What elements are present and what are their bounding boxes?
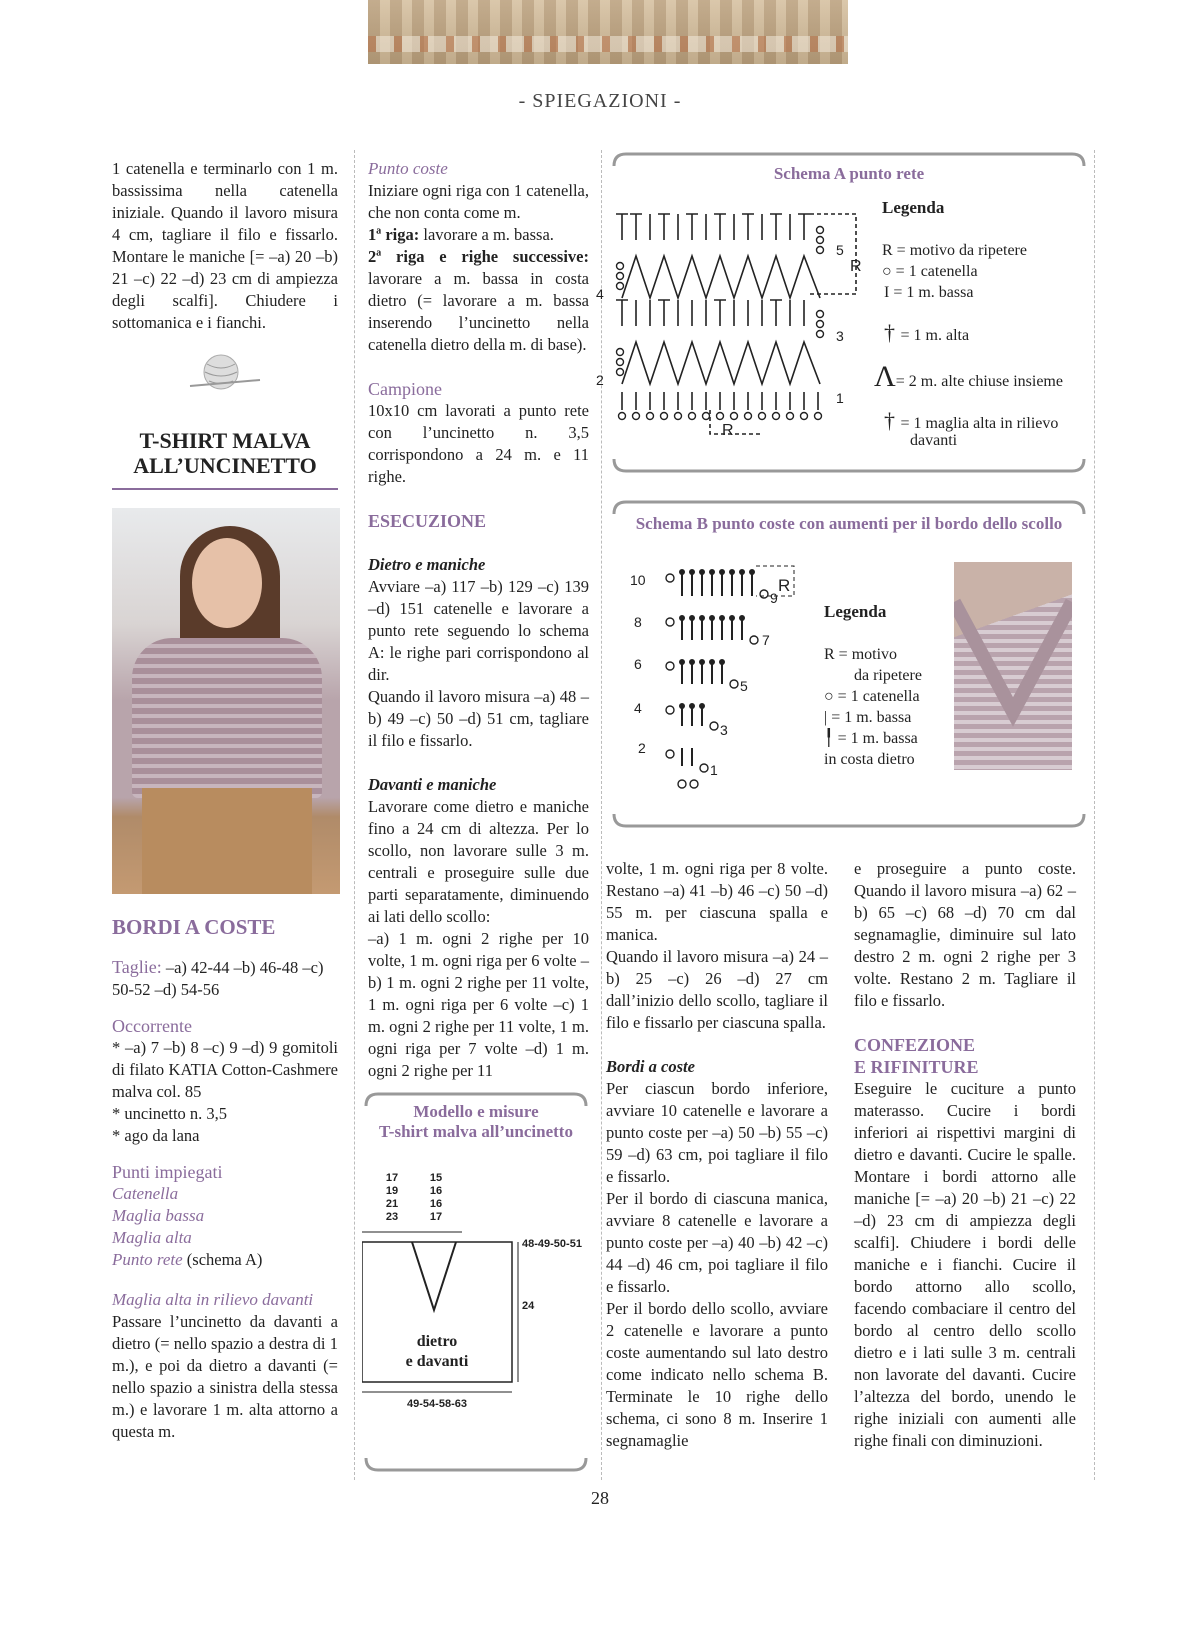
- yarn-ball-icon: [112, 350, 338, 400]
- rilievo-text: Passare l’uncinetto da davanti a dietro (= nello spazio a destra di 1 m.), e poi da dietro a davanti (= nello spazio a sinistra della stessa m.) e lavorare 1 m. alta attorno a questa m.: [112, 1312, 338, 1441]
- row-number: 3: [836, 328, 844, 344]
- measure-right: 15 16 16 17: [429, 1172, 443, 1223]
- schema-a-title: Schema A punto rete: [773, 164, 925, 183]
- front-post-icon: †: [884, 408, 901, 433]
- repeat-marker: R: [850, 258, 862, 275]
- row-number: 8: [634, 614, 642, 630]
- measure-height: 48-49-50-51: [522, 1238, 582, 1250]
- schema-b-chart: [630, 560, 830, 820]
- rilievo-heading: Maglia alta in rilievo davanti: [112, 1290, 314, 1309]
- row-number: 5: [836, 242, 844, 258]
- garment-diagram: [362, 1088, 590, 1474]
- occorrente-item: * –a) 7 –b) 8 –c) 9 –d) 9 gomitoli di filato KATIA Cotton-Cashmere malva col. 85: [112, 1038, 338, 1101]
- occorrente-heading: Occorrente: [112, 1016, 192, 1036]
- measure-width: 49-54-58-63: [407, 1398, 467, 1410]
- single-crochet-icon: |: [824, 709, 832, 726]
- text-block: volte, 1 m. ogni riga per 8 volte. Restano –a) 41 –b) 46 –c) 50 –d) 55 m. per ciascuna spalla e manica.: [606, 859, 828, 944]
- row-number: 2: [596, 372, 604, 388]
- davanti-text2: –a) 1 m. ogni 2 righe per 10 volte, 1 m. ogni riga per 6 volte –b) 1 m. ogni 2 righe per 11 volte, 1 m. ogni riga per 6 volte –c) 1 m. ogni 2 righe per 11 volte, 1 m. ogni riga per 7 volte –d) 1 m. ogni 2 righe per 11: [368, 929, 589, 1080]
- occorrente-item: * uncinetto n. 3,5: [112, 1104, 228, 1123]
- legend-item: davanti: [910, 432, 958, 449]
- neckline-detail-photo: [954, 562, 1072, 770]
- row-number: 10: [630, 572, 646, 588]
- row-number: 4: [596, 286, 604, 302]
- legend-item: † = 1 maglia alta in rilievo: [884, 408, 1059, 433]
- row-number: 9: [770, 590, 778, 606]
- punti-item: Catenella: [112, 1184, 179, 1203]
- schema-a-chart: [610, 210, 870, 450]
- modello-box: [362, 1088, 590, 1474]
- davanti-text: Lavorare come dietro e maniche fino a 24 cm di altezza. Per lo scollo, non lavorare sulle 3 m. centrali e proseguire sulle due parti separatamente, diminuendo ai lati dello scollo:: [368, 797, 589, 926]
- legend-item: Λ= 2 m. alte chiuse insieme: [874, 360, 1063, 393]
- row-number: 4: [634, 700, 642, 716]
- schema-b-box: [610, 498, 1088, 830]
- repeat-marker: R: [778, 576, 791, 595]
- modello-title: Modello e misure T-shirt malva all’uncinetto: [379, 1102, 573, 1141]
- double-crochet-icon: †: [884, 320, 901, 345]
- schema-a-box: [596, 150, 1088, 475]
- text-block: e proseguire a punto coste. Quando il lavoro misura –a) 62 –b) 65 –c) 68 –d) 70 cm dal segnamaglie, diminuire sul lato destro 2 m. ogni 2 righe per 3 volte. Restano 2 m. Tagliare il filo e fissarlo.: [854, 859, 1076, 1010]
- legend-heading: Legenda: [882, 198, 945, 217]
- column-divider: [1094, 150, 1095, 1480]
- dietro-text: Avviare –a) 117 –b) 129 –c) 139 –d) 151 catenelle e lavorare a punto rete seguendo lo schema A: le righe pari corrispondono al dir.: [368, 577, 589, 684]
- coste-heading: Punto coste: [368, 159, 448, 178]
- legend-item: R = motivo da ripetere: [882, 242, 1027, 259]
- decrease-icon: Λ: [874, 360, 896, 393]
- legend-item: | = 1 m. bassa: [824, 709, 912, 726]
- chain-icon: ○: [882, 263, 896, 280]
- section-header: - SPIEGAZIONI -: [518, 90, 682, 112]
- punti-item: Punto rete (schema A): [112, 1250, 263, 1269]
- text-block: Per ciascun bordo inferiore, avviare 10 catenelle e lavorare a punto coste per –a) 50 –b) 55 –c) 59 –d) 63 cm, poi tagliare il filo e fissarlo.: [606, 1079, 828, 1186]
- column-3: [606, 858, 828, 1452]
- riga2: 2ª riga e righe successive: lavorare a m. bassa in costa dietro (= lavorare a m. bassa inserendo l’uncinetto nella catenella dietro della m. di base).: [368, 247, 589, 354]
- measure-neck: 24: [522, 1300, 535, 1312]
- campione-heading: Campione: [368, 379, 442, 399]
- text-block: Eseguire le cuciture a punto materasso. Cucire i bordi inferiori ai rispettivi margini di dietro e davanti. Cucire le spalle. Montare i bordi attorno alle maniche [= –a) 20 –b) 21 –c) 22 –d) 23 cm di ampiezza degli scalfi]. Chiudere i bordi delle maniche e i fianchi. Cucire il bordo attorno allo scollo, facendo combaciare il centro del bordo al centro dello scollo dietro e i lati sulle 3 m. centrali non lavorate del davanti. Cucire l’altezza del bordo, unendo le righe iniziali con aumenti alle righe finali con diminuzioni.: [854, 1079, 1076, 1450]
- punti-heading: Punti impiegati: [112, 1162, 223, 1182]
- text-block: Per il bordo dello scollo, avviare 2 catenelle e lavorare a punto coste aumentando sul lato destro come indicato nello schema B. Terminate le 10 righe dello schema, ci sono 8 m. Inserire 1 segnamaglie: [606, 1299, 828, 1450]
- punti-item: Maglia bassa: [112, 1206, 205, 1225]
- intro-text: 1 catenella e terminarlo con 1 m. bassissima nella catenella iniziale. Quando il lavoro misura 4 cm, tagliare il filo e fissarlo. Montare le maniche [= –a) 20 –b) 21 –c) 22 –d) 23 cm di ampiezza degli scalfi]. Chiudere i sottomanica e i fianchi.: [112, 159, 338, 332]
- row-number: 3: [720, 722, 728, 738]
- header-banner-photo: [368, 0, 848, 64]
- punti-item: Maglia alta: [112, 1228, 192, 1247]
- coste-text: Iniziare ogni riga con 1 catenella, che non conta come m.: [368, 181, 589, 222]
- esecuzione-heading: ESECUZIONE: [368, 511, 487, 531]
- bordi-coste-heading: Bordi a coste: [606, 1057, 695, 1076]
- riga1: 1ª riga: lavorare a m. bassa.: [368, 225, 554, 244]
- legend-item: ╿ = 1 m. bassa: [824, 730, 918, 747]
- page-number: 28: [591, 1488, 609, 1508]
- row-number: 1: [836, 390, 844, 406]
- legend-item: in costa dietro: [824, 751, 915, 768]
- column-4: [854, 858, 1076, 1452]
- measure-left: 17 19 21 23: [385, 1172, 399, 1223]
- bordi-heading: BORDI A COSTE: [112, 915, 276, 939]
- row-number: 2: [638, 740, 646, 756]
- diagram-label: dietro e davanti: [405, 1333, 469, 1370]
- legend-item: da ripetere: [854, 667, 922, 684]
- davanti-heading: Davanti e maniche: [368, 775, 497, 794]
- schema-b-title: Schema B punto coste con aumenti per il bordo dello scollo: [635, 514, 1063, 533]
- legend-item: I = 1 m. bassa: [884, 284, 974, 301]
- occorrente-item: * ago da lana: [112, 1126, 200, 1145]
- back-loop-icon: ╿: [824, 730, 838, 747]
- row-number: 6: [634, 656, 642, 672]
- campione-text: 10x10 cm lavorati a punto rete con l’uncinetto n. 3,5 corrispondono a 24 m. e 11 righe.: [368, 401, 589, 486]
- model-photo: [112, 508, 340, 894]
- row-number: 5: [740, 678, 748, 694]
- column-divider: [354, 150, 355, 1480]
- column-2: [368, 158, 589, 1082]
- pattern-title: T-SHIRT MALVA ALL’UNCINETTO: [112, 428, 338, 490]
- column-1: [112, 158, 338, 1443]
- chain-icon: ○: [824, 688, 838, 705]
- legend-item: R = motivo: [824, 646, 898, 663]
- legend-item: † = 1 m. alta: [884, 320, 970, 345]
- dietro-heading: Dietro e maniche: [368, 555, 486, 574]
- legend-item: ○ = 1 catenella: [882, 263, 978, 280]
- row-number: 7: [762, 632, 770, 648]
- dietro-text2: Quando il lavoro misura –a) 48 –b) 49 –c) 50 –d) 51 cm, tagliare il filo e fissarlo.: [368, 687, 589, 750]
- row-number: 1: [710, 762, 718, 778]
- column-divider: [601, 150, 602, 1480]
- text-block: Per il bordo di ciascuna manica, avviare 8 catenelle e lavorare a punto coste per –a) 40 –b) 42 –c) 44 –d) 46 cm, poi tagliare il filo e fissarlo.: [606, 1189, 828, 1296]
- legend-item: ○ = 1 catenella: [824, 688, 920, 705]
- text-block: Quando il lavoro misura –a) 24 –b) 25 –c) 26 –d) 27 cm dall’inizio dello scollo, tagliare il filo e fissarlo per ciascuna spalla.: [606, 947, 828, 1032]
- legend-heading: Legenda: [824, 602, 887, 621]
- confezione-heading: CONFEZIONE E RIFINITURE: [854, 1035, 979, 1077]
- taglie: Taglie: –a) 42-44 –b) 46-48 –c) 50-52 –d) 54-56: [112, 957, 324, 999]
- repeat-marker: R: [722, 422, 734, 439]
